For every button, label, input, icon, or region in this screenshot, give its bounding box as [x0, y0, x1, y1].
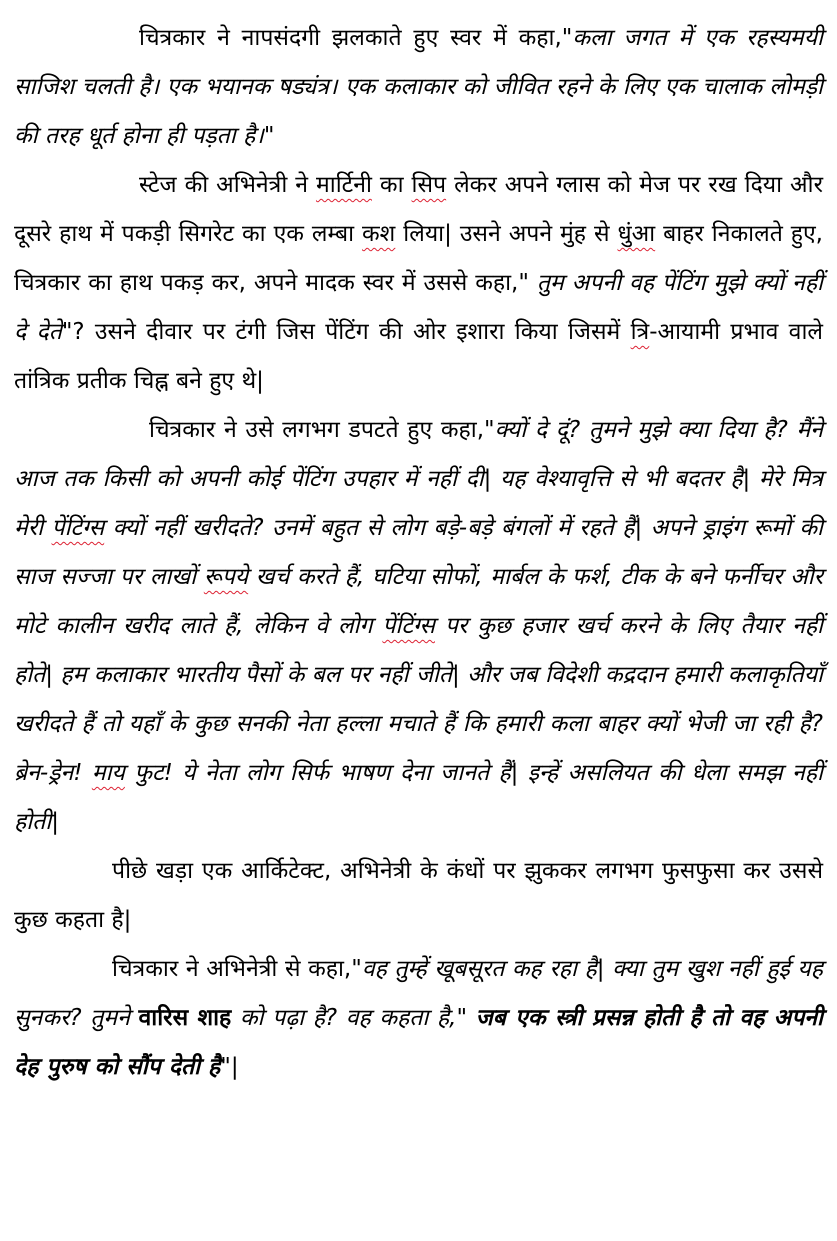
- spellcheck-word: त्रि: [630, 319, 650, 345]
- spellcheck-word: सिप: [411, 172, 447, 198]
- p3-quote: क्यों नहीं खरीदते? उनमें बहुत से लोग बड़े-बड़े बंगलों में रहते हैं| अपने ड्राइंग रूमों की साज सज्जा पर लाखों: [14, 515, 823, 590]
- p5-quote: वह तुम्हें खूबसूरत कह रहा है| क्या तुम खुश नहीं हुई यह सुनकर? तुमने: [14, 956, 823, 1031]
- p2-quote: तुम अपनी वह पेंटिंग मुझे क्यों नहीं दे देते: [14, 270, 823, 345]
- p2-text: का: [371, 172, 412, 198]
- p1-quote: कला जगत में एक रहस्यमयी साजिश चलती है। एक भयानक षड्यंत्र। एक कलाकार को जीवित रहने के लिए एक चालाक लोमड़ी की तरह धूर्त होना ही पड़ता है।: [14, 25, 823, 149]
- p5-quote: को पढ़ा है? वह कहता है,": [231, 1005, 476, 1031]
- spellcheck-word: पेंटिंग्स: [51, 515, 105, 541]
- paragraph-5: [14, 945, 823, 1092]
- paragraph-3: [14, 406, 823, 847]
- p2-text: "? उसने दीवार पर टंगी जिस पेंटिंग की ओर इशारा किया जिसमें: [61, 319, 631, 345]
- spellcheck-word: मार्टिनी: [315, 172, 372, 198]
- p3-quote: पर कुछ हजार खर्च करने के लिए तैयार नहीं होते| हम कलाकार भारतीय पैसों के बल पर नहीं जीते| और जब विदेशी कद्रदान हमारी कलाकृतियाँ खरीदते हैं तो यहाँ के कुछ सनकी नेता हल्ला मचाते हैं कि हमारी कला बाहर क्यों भेजी जा रही है? ब्रेन-ड्रेन!: [14, 613, 823, 786]
- p3-narration: चित्रकार ने उसे लगभग डपटते हुए कहा,": [149, 417, 495, 443]
- p2-text: -आयामी प्रभाव वाले तांत्रिक प्रतीक चिह्न बने हुए थे|: [14, 319, 823, 394]
- p2-text: बाहर निकालते हुए, चित्रकार का हाथ पकड़ कर, अपने मादक स्वर में उससे कहा,": [14, 221, 823, 296]
- paragraph-2: [14, 161, 823, 406]
- p3-quote: खर्च करते हैं, घटिया सोफों, मार्बल के फर्श, टीक के बने फर्नीचर और मोटे कालीन खरीद लाते हैं, लेकिन वे लोग: [14, 564, 824, 639]
- p2-text: स्टेज की अभिनेत्री ने: [139, 172, 316, 198]
- p5-author-name: वारिस शाह: [138, 1005, 232, 1031]
- p2-text: लेकर अपने ग्लास को मेज पर रख दिया और दूसरे हाथ में पकड़ी सिगरेट का एक लम्बा: [14, 172, 823, 247]
- p1-narration: चित्रकार ने नापसंदगी झलकाते हुए स्वर में कहा,": [139, 25, 573, 51]
- spellcheck-word: माय: [91, 760, 125, 786]
- p5-close: "|: [220, 1054, 239, 1080]
- p3-quote: क्यों दे दूं? तुमने मुझे क्या दिया है? मैंने आज तक किसी को अपनी कोई पेंटिंग उपहार में नहीं दी| यह वेश्यावृत्ति से भी बदतर है| मेरे मित्र मेरी: [14, 417, 823, 541]
- p5-narration: चित्रकार ने अभिनेत्री से कहा,": [112, 956, 362, 982]
- spellcheck-word: धुंआ: [617, 221, 656, 247]
- spellcheck-word: कश: [362, 221, 396, 247]
- p2-text: लिया| उसने अपने मुंह से: [395, 221, 618, 247]
- p1-close-quote: ": [263, 123, 275, 149]
- spellcheck-word: रूपये: [203, 564, 249, 590]
- paragraph-1: [14, 14, 823, 161]
- spellcheck-word: पेंटिंग्स: [382, 613, 435, 639]
- paragraph-4: पीछे खड़ा एक आर्किटेक्ट, अभिनेत्री के कंधों पर झुककर लगभग फुसफुसा कर उससे कुछ कहता है|: [14, 858, 823, 933]
- p3-quote: फुट! ये नेता लोग सिर्फ भाषण देना जानते हैं| इन्हें असलियत की धेला समझ नहीं होती|: [14, 760, 823, 835]
- p5-bold-quote: जब एक स्त्री प्रसन्न होती है तो वह अपनी देह पुरुष को सौंप देती है: [14, 1005, 823, 1080]
